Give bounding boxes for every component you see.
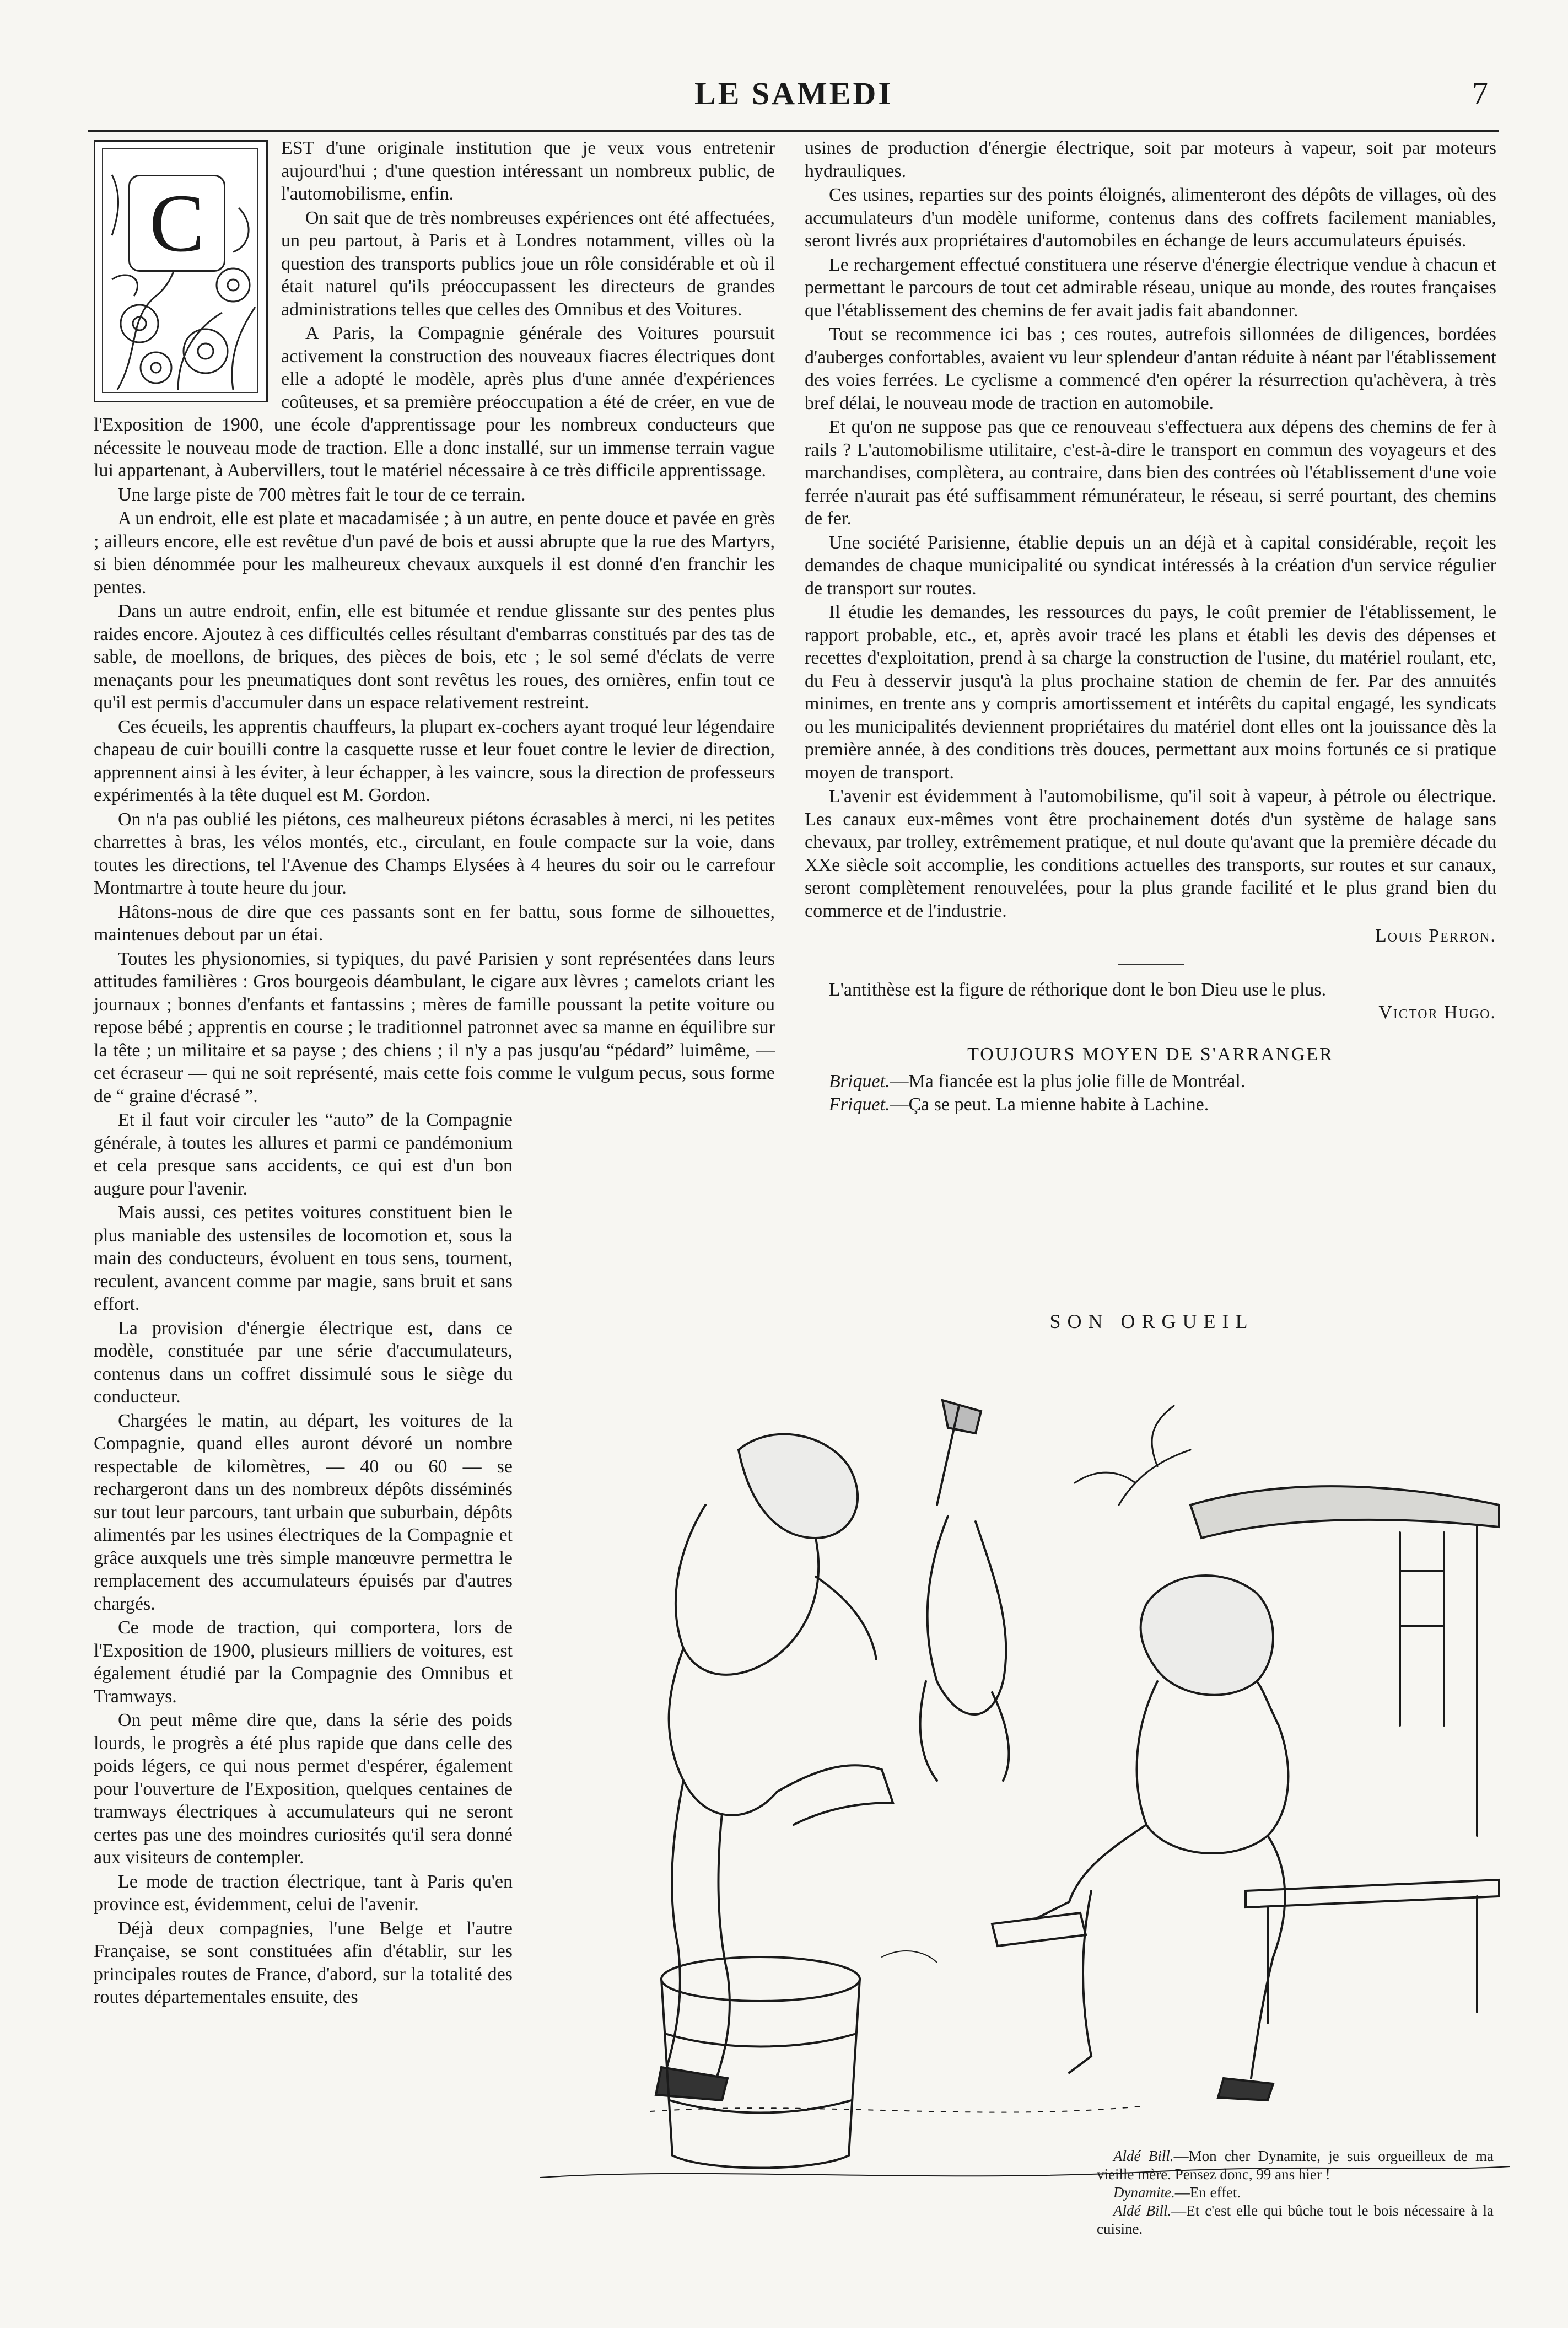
- dialog-text: —Ça se peut. La mienne habite à Lachine.: [890, 1094, 1209, 1115]
- paragraph: Il étudie les demandes, les ressources du pays, le coût premier de l'établissement, le rapport probable, etc., et, après avoir tracé les plans et établi les devis des dépenses et recettes d'exploitation, prend à sa charge la construction de l'usine, du matériel roulant, etc, du Feu à desservir jusqu'à la plus prochaine station de chemin de fer. Par des annuités minimes, en trente ans y compris amortissement et intérêts du capital engagé, les syndicats ou les municipalités deviennent propriétaires du matériel dont elles ont la jouissance dès la première année, à des conditions très douces, permettant aux moins fortunés ce si pratique moyen de transport.: [805, 602, 1496, 783]
- caption-text: —Et c'est elle qui bûche tout le bois nécessaire à la cuisine.: [1097, 2202, 1494, 2237]
- paragraph: Dans un autre endroit, enfin, elle est bitumée et rendue glissante sur des pentes plus raides encore. Ajoutez à ces difficultés celles résultant d'embarras constitués par des tas de sable, de moellons, de briques, des pièces de bois, etc ; le sol semé d'éclats de verre menaçants pour les pneumatiques dont sont revêtus les roues, des ornières, enfin tout ce qu'il est permis d'accumuler dans un espace relativement restreint.: [94, 601, 775, 713]
- ornamental-dropcap: [94, 140, 268, 402]
- paragraph: Et qu'on ne suppose pas que ce renouveau s'effectuera aux dépens des chemins de fer à rails ? L'automobilisme utilitaire, c'est-à-dire le transport en commun des voyageurs et des marchandises, complètera, au contraire, dans bien des contrées où l'établissement d'une voie ferrée n'aurait pas été suffisamment rémunérateur, le réseau, si serré pourtant, des chemins de fer.: [805, 417, 1496, 529]
- caption-text: —En effet.: [1174, 2184, 1241, 2201]
- paragraph: Et il faut voir circuler les “auto” de la Compagnie générale, à toutes les allures et parmi ce pandémonium et cela presque sans accidents, ce qui est d'un bon augure pour l'avenir.: [94, 1110, 513, 1199]
- paragraph: EST d'une originale institution que je veux vous entretenir aujourd'hui ; d'une question intéressant un nombreux public, de l'automobilisme, enfin.: [281, 138, 775, 204]
- right-column: [805, 137, 1496, 1250]
- paragraph: A Paris, la Compagnie générale des Voitures poursuit activement la construction des nouveaux fiacres électriques dont elle a adopté le modèle, après plus d'une année d'expériences coûteuses, et sa première préoccupation a été de créer, en vue de l'Exposition de 1900, une école d'apprentissage pour les nombreux conducteurs que nécessite le nouveau mode de traction. Elle a donc installé, sur un immense terrain vague lui appartenant, à Aubervillers, tout le matériel nécessaire à ce très difficile apprentissage.: [94, 323, 775, 481]
- paragraph: Tout se recommence ici bas ; ces routes, autrefois sillonnées de diligences, bordées d'auberges confortables, avaient vu leur splendeur d'antan réduite à néant par l'établissement des voies ferrées. Le cyclisme a commencé d'en opérer la résurrection qu'achèvera, à très bref délai, le nouveau mode de traction en automobile.: [805, 324, 1496, 413]
- paragraph: Hâtons-nous de dire que ces passants sont en fer battu, sous forme de silhouettes, maintenues debout par un étai.: [94, 901, 775, 945]
- quote-text: L'antithèse est la figure de réthorique dont le bon Dieu use le plus.: [829, 979, 1327, 1000]
- paragraph: On n'a pas oublié les piétons, ces malheureux piétons écrasables à merci, ni les petites charrettes à bras, les vélos montés, etc., circulant, en foule compacte sur la voie, dans toutes les directions, tel l'Avenue des Champs Elysées à 4 heures du soir ou le carrefour Montmartre à toute heure du jour.: [94, 809, 775, 898]
- speaker: Briquet.: [829, 1071, 890, 1092]
- paragraph: On sait que de très nombreuses expériences ont été affectuées, un peu partout, à Paris et à Londres notamment, villes où la question des transports publics joue un rôle considérable et où il était naturel qu'ils préoccupassent les directeurs de grandes administrations telles que celles des Omnibus et des Voitures.: [281, 207, 775, 320]
- speaker: Aldé Bill.: [1113, 2202, 1172, 2219]
- paragraph: Mais aussi, ces petites voitures constituent bien le plus maniable des ustensiles de locomotion et, sous la main des conducteurs, évoluent en tous sens, tournent, reculent, avancent comme par magie, sans bruit et sans effort.: [94, 1202, 513, 1314]
- dialog-line: [805, 1070, 1496, 1093]
- article-signature: Louis Perron.: [1375, 926, 1496, 946]
- paragraph: Le mode de traction électrique, tant à Paris qu'en province est, évidemment, celui de l'avenir.: [94, 1871, 513, 1915]
- paragraph: Déjà deux compagnies, l'une Belge et l'autre Française, se sont constituées afin d'établir, sur les principales routes de France, d'abord, sur la totalité des routes départementales ensuite, des: [94, 1918, 513, 2007]
- paragraph: usines de production d'énergie électrique, soit par moteurs à vapeur, soit par moteurs hydrauliques.: [805, 138, 1496, 181]
- paragraph: Ces écueils, les apprentis chauffeurs, la plupart ex-cochers ayant troqué leur légendaire chapeau de cuir bouilli contre la casquette russe et leur fouet contre le levier de direction, apprennent ainsi à les éviter, à leur échapper, à les vaincre, sous la direction de professeurs expérimentés à la tête duquel est M. Gordon.: [94, 716, 775, 805]
- dialog-line: [805, 1093, 1496, 1116]
- cartoon-title: SON ORGUEIL: [1049, 1310, 1254, 1332]
- caption-text: —Mon cher Dynamite, je suis orgueilleux de ma vieille mère. Pensez donc, 99 ans hier !: [1097, 2148, 1494, 2182]
- cartoon-caption: [1097, 2147, 1494, 2238]
- paragraph: Chargées le matin, au départ, les voitures de la Compagnie, quand elles auront dévoré un nombre respectable de kilomètres, — 40 ou 60 — se rechargeront dans un des nombreux dépôts disséminés sur tout leur parcours, tant urbain que suburbain, dépôts alimentés par les usines électriques de la Compagnie et grâce auxquels une très simple manœuvre permettra le remplacement des accumulateurs épuisés par d'autres chargés.: [94, 1410, 513, 1614]
- joke-dialog: [805, 1070, 1496, 1116]
- header-rule: [88, 130, 1499, 132]
- paragraph: Une société Parisienne, établie depuis un an déjà et à capital considérable, reçoit les demandes de chaque municipalité ou syndicat intéressés à la création d'un service régulier de transport sur routes.: [805, 532, 1496, 599]
- paragraph: Une large piste de 700 mètres fait le tour de ce terrain.: [118, 484, 526, 505]
- page-header: [88, 65, 1499, 137]
- paragraph: A un endroit, elle est plate et macadamisée ; à un autre, en pente douce et pavée en grès ; ailleurs encore, elle est revêtue d'un pavé de bois et aussi abrupte que la rue des Martyrs, si bien dénommée pour les malheureux chevaux auxquels il est donné d'en franchir les pentes.: [94, 508, 775, 598]
- speaker: Aldé Bill.: [1113, 2148, 1174, 2164]
- paragraph: La provision d'énergie électrique est, dans ce modèle, constituée par une série d'accumulateurs, contenus dans un coffret dissimulé sous le siège du conducteur.: [94, 1318, 513, 1407]
- narrow-text-block: [94, 1109, 513, 2009]
- speaker: Friquet.: [829, 1094, 890, 1115]
- paragraph: L'avenir est évidemment à l'automobilisme, qu'il soit à vapeur, à pétrole ou électrique. Les canaux eux-mêmes vont être prochainement dotés d'un système de halage sans chevaux, par trolley, extrêmement pratique, et nul doute qu'avant que la première décade du XXe siècle soit accomplie, les conditions actuelles des transports, sur routes et sur canaux, seront complètement renouvelées, pour la plus grande facilité et le plus grand bien du commerce et de l'industrie.: [805, 786, 1496, 921]
- masthead-title: LE SAMEDI: [694, 76, 893, 111]
- paragraph: On peut même dire que, dans la série des poids lourds, le progrès a été plus rapide que dans celle des poids légers, ce qui nous permet d'espérer, également pour l'ouverture de l'Exposition, quelques centaines de tramways électriques à accumulateurs qui ne seront certes pas une des moindres curiosités qu'il sera donné aux visiteurs de contempler.: [94, 1710, 513, 1868]
- paragraph: Toutes les physionomies, si typiques, du pavé Parisien y sont représentées dans leurs attitudes familières : Gros bourgeois déambulant, le cigare aux lèvres ; camelots criant les journaux ; bonnes d'enfants et fantassins ; mères de famille poussant la petite voiture ou repose bébé ; apprentis en course ; le traditionnel patronnet avec sa manne en équilibre sur la tête ; un militaire et sa payse ; des chiens ; il n'y a pas jusqu'au “pédard” luimême, — cet écraseur — qui ne soit représenté, mais cette fois comme le vulgum pecus, sous forme de “ graine d'écrasé ”.: [94, 948, 775, 1106]
- dropcap-letter: C: [128, 175, 225, 272]
- page-number: 7: [1472, 76, 1488, 111]
- speaker: Dynamite.: [1113, 2184, 1175, 2201]
- dialog-text: —Ma fiancée est la plus jolie fille de Montréal.: [890, 1071, 1246, 1092]
- paragraph: Ce mode de traction, qui comportera, lors de l'Exposition de 1900, plusieurs milliers de voitures, est également étudié par la Compagnie des Omnibus et Tramways.: [94, 1617, 513, 1707]
- joke-title: TOUJOURS MOYEN DE S'ARRANGER: [967, 1044, 1334, 1064]
- cartoon-illustration: [540, 1340, 1510, 2222]
- paragraph: Ces usines, reparties sur des points éloignés, alimenteront des dépôts de villages, où des accumulateurs d'un modèle uniforme, contenus dans des coffrets facilement maniables, seront livrés aux propriétaires d'automobiles en échange de leurs accumulateurs épuisés.: [805, 185, 1496, 251]
- separator-rule: [1118, 964, 1184, 965]
- caption-line: [1097, 2147, 1494, 2184]
- caption-line: [1097, 2202, 1494, 2238]
- quote-author: Victor Hugo.: [1378, 1002, 1496, 1023]
- caption-line: [1097, 2184, 1494, 2202]
- paragraph: Le rechargement effectué constituera une réserve d'énergie électrique vendue à chacun et permettant le parcours de tout cet admirable réseau, unique au monde, des routes françaises que l'établissement des chemins de fer avait jadis fait abandonner.: [805, 254, 1496, 321]
- quote-block: [805, 978, 1496, 1024]
